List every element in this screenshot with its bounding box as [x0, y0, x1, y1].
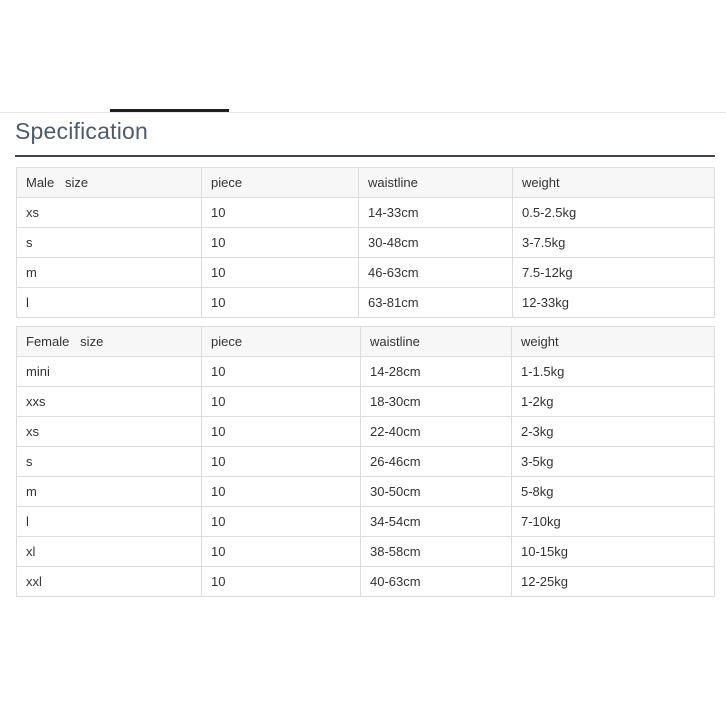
cell-waistline: 18-30cm — [361, 387, 512, 417]
cell-piece: 10 — [202, 447, 361, 477]
cell-size: l — [17, 507, 202, 537]
header-piece: piece — [202, 327, 361, 357]
cell-waistline: 14-33cm — [359, 198, 513, 228]
cell-waistline: 14-28cm — [361, 357, 512, 387]
title-underline — [15, 155, 715, 157]
cell-waistline: 38-58cm — [361, 537, 512, 567]
cell-waistline: 30-48cm — [359, 228, 513, 258]
cell-piece: 10 — [202, 507, 361, 537]
cell-size: m — [17, 477, 202, 507]
cell-piece: 10 — [202, 258, 359, 288]
cell-weight: 3-7.5kg — [513, 228, 715, 258]
cell-size: s — [17, 447, 202, 477]
cell-piece: 10 — [202, 357, 361, 387]
cell-weight: 2-3kg — [512, 417, 715, 447]
table-row — [17, 288, 715, 318]
header-waistline: waistline — [361, 327, 512, 357]
cell-weight: 12-25kg — [512, 567, 715, 597]
table-row — [17, 477, 715, 507]
cell-waistline: 34-54cm — [361, 507, 512, 537]
table-row — [17, 258, 715, 288]
cell-weight: 10-15kg — [512, 537, 715, 567]
cell-size: xs — [17, 417, 202, 447]
header-waistline: waistline — [359, 168, 513, 198]
cell-piece: 10 — [202, 537, 361, 567]
cell-piece: 10 — [202, 567, 361, 597]
cell-piece: 10 — [202, 288, 359, 318]
cell-waistline: 30-50cm — [361, 477, 512, 507]
cell-size: s — [17, 228, 202, 258]
cell-size: xs — [17, 198, 202, 228]
table-row — [17, 507, 715, 537]
cell-size: mini — [17, 357, 202, 387]
cell-piece: 10 — [202, 387, 361, 417]
table-row — [17, 228, 715, 258]
table-row — [17, 447, 715, 477]
cell-piece: 10 — [202, 198, 359, 228]
section-title: Specification — [15, 118, 149, 144]
cell-waistline: 63-81cm — [359, 288, 513, 318]
cell-weight: 5-8kg — [512, 477, 715, 507]
header-size: Female size — [17, 327, 202, 357]
header-weight: weight — [513, 168, 715, 198]
table-row — [17, 567, 715, 597]
cell-waistline: 46-63cm — [359, 258, 513, 288]
cell-waistline: 40-63cm — [361, 567, 512, 597]
active-tab-indicator[interactable] — [110, 109, 229, 112]
cell-piece: 10 — [202, 417, 361, 447]
cell-size: xxl — [17, 567, 202, 597]
cell-size: xxs — [17, 387, 202, 417]
table-header-row — [17, 327, 715, 357]
table-header-row — [17, 168, 715, 198]
cell-size: xl — [17, 537, 202, 567]
table-row — [17, 417, 715, 447]
cell-weight: 7-10kg — [512, 507, 715, 537]
cell-piece: 10 — [202, 477, 361, 507]
cell-waistline: 26-46cm — [361, 447, 512, 477]
table-row — [17, 357, 715, 387]
table-row — [17, 537, 715, 567]
header-weight: weight — [512, 327, 715, 357]
header-piece: piece — [202, 168, 359, 198]
cell-weight: 0.5-2.5kg — [513, 198, 715, 228]
cell-piece: 10 — [202, 228, 359, 258]
cell-size: m — [17, 258, 202, 288]
header-size: Male size — [17, 168, 202, 198]
cell-weight: 1-1.5kg — [512, 357, 715, 387]
cell-size: l — [17, 288, 202, 318]
cell-weight: 1-2kg — [512, 387, 715, 417]
male-size-table — [16, 167, 715, 318]
cell-waistline: 22-40cm — [361, 417, 512, 447]
table-row — [17, 387, 715, 417]
table-row — [17, 198, 715, 228]
female-size-table — [16, 326, 715, 597]
cell-weight: 7.5-12kg — [513, 258, 715, 288]
tab-bar-divider — [0, 112, 726, 113]
cell-weight: 12-33kg — [513, 288, 715, 318]
cell-weight: 3-5kg — [512, 447, 715, 477]
